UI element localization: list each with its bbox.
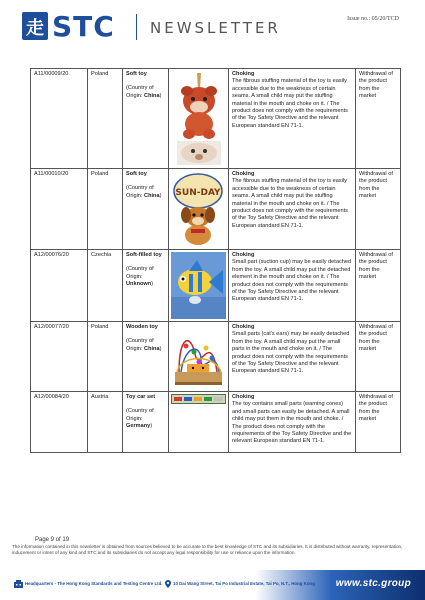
issue-number: Issue no.: 05/20/TCD xyxy=(347,16,399,22)
recall-product xyxy=(123,322,169,392)
product-name: Wooden toy xyxy=(126,324,158,330)
recall-product xyxy=(123,169,169,250)
headquarters-text: Headquarters - The Hong Kong Standards and Testing Centre Ltd. xyxy=(25,581,163,586)
recall-measure: Withdrawal of the product from the market xyxy=(356,69,401,169)
stc-brand-name: STC xyxy=(52,10,115,43)
recall-id: A12/00077/20 xyxy=(31,322,88,392)
origin-label: (Country of Origin: xyxy=(126,266,154,280)
recall-country: Czechia xyxy=(88,250,123,322)
address-text: 10 Dai Wang Street, Tai Po Industrial Estate, Tai Po, N.T., Hong Kong xyxy=(173,581,315,586)
product-origin: (Country of Origin: Unknown) xyxy=(126,266,154,288)
origin-country: China xyxy=(144,192,160,199)
plush-bear-hanging-image xyxy=(171,71,226,166)
product-name: Toy car set xyxy=(126,394,156,400)
product-image-cell xyxy=(169,322,229,392)
origin-country: Unknown xyxy=(126,281,152,288)
recall-measure: Withdrawal of the product from the market xyxy=(356,322,401,392)
product-image-cell xyxy=(169,69,229,169)
wooden-bead-maze-image xyxy=(171,324,226,389)
recall-risk xyxy=(229,250,356,322)
table-row xyxy=(31,250,401,322)
table-row xyxy=(31,169,401,250)
recall-country: Poland xyxy=(88,69,123,169)
risk-description: Small parts (cat's ears) may be easily detached from the toy. A small child may put the small parts in the mouth and choke on it. / The product does not comply with the requirements of the Toy Safety Directive and the relevant European standard EN 71-1. xyxy=(232,331,350,375)
table-row xyxy=(31,69,401,169)
product-image-cell xyxy=(169,250,229,322)
page-number: Page 9 of 19 xyxy=(35,537,70,543)
toy-car-set-box-image xyxy=(171,394,226,404)
website-link[interactable]: www.stc.group xyxy=(335,578,411,589)
recall-risk xyxy=(229,69,356,169)
product-image-cell xyxy=(169,169,229,250)
newsletter-title: NEWSLETTER xyxy=(150,19,281,37)
sign-text: SUN-DAY xyxy=(175,188,221,198)
product-image-cell xyxy=(169,392,229,453)
recall-id: A11/00009/20 xyxy=(31,69,88,169)
recall-country: Poland xyxy=(88,169,123,250)
footer-bar xyxy=(0,570,425,600)
recall-product xyxy=(123,392,169,453)
stc-logo xyxy=(22,10,132,43)
location-pin-icon xyxy=(165,580,171,588)
stc-logo-mark xyxy=(22,12,48,40)
recall-risk xyxy=(229,322,356,392)
origin-label: (Country of Origin: xyxy=(126,338,154,352)
risk-type: Choking xyxy=(232,171,255,177)
plush-dog-with-sign-image xyxy=(171,171,226,247)
stc-logo-glyph: 走 xyxy=(26,18,44,39)
table-row xyxy=(31,322,401,392)
recall-table xyxy=(30,68,401,453)
product-origin: (Country of Origin: Germany) xyxy=(126,408,154,430)
recall-product xyxy=(123,69,169,169)
recall-product xyxy=(123,250,169,322)
origin-country: China xyxy=(144,345,160,352)
header-divider xyxy=(136,14,137,40)
recall-measure: Withdrawal of the product from the market xyxy=(356,250,401,322)
risk-type: Choking xyxy=(232,71,255,77)
building-icon xyxy=(14,580,23,588)
risk-description: The fibrous stuffing material of the toy is easily accessible due to the weakness of certain seams. A small child may put the stuffing material in the mouth and choke on it. / The product does not comply with the requirements of the Toy Safety Directive and the relevant European standard EN 71-1. xyxy=(232,178,348,229)
recall-id: A12/00076/20 xyxy=(31,250,88,322)
risk-description: The toy contains small parts (warning cones) and small parts can easily be detached. A small child may put them in the mouth and choke. / The product does not comply with the requirements of the Toy Safety Directive and the relevant European standard EN 71-1. xyxy=(232,401,352,445)
origin-country: China xyxy=(144,92,160,99)
risk-type: Choking xyxy=(232,394,255,400)
risk-type: Choking xyxy=(232,324,255,330)
product-name: Soft toy xyxy=(126,171,147,177)
recall-measure: Withdrawal of the product from the market xyxy=(356,392,401,453)
product-origin: (Country of Origin: China) xyxy=(126,85,162,99)
recall-measure: Withdrawal of the product from the market xyxy=(356,169,401,250)
recall-risk xyxy=(229,169,356,250)
product-origin: (Country of Origin: China) xyxy=(126,185,162,199)
recall-id: A12/00084/20 xyxy=(31,392,88,453)
risk-description: Small part (suction cup) may be easily detached from the toy. A small child may put the detached element in the mouth and choke on it. / The product does not comply with the requirements of the Toy Safety Directive and the relevant European standard EN 71-1. xyxy=(232,259,352,303)
origin-label: (Country of Origin: xyxy=(126,85,154,99)
origin-label: (Country of Origin: xyxy=(126,408,154,422)
product-name: Soft toy xyxy=(126,71,147,77)
table-row xyxy=(31,392,401,453)
newsletter-header xyxy=(0,0,425,50)
plush-fish-image xyxy=(171,252,226,319)
product-name: Soft-filled toy xyxy=(126,252,162,258)
risk-description: The fibrous stuffing material of the toy is easily accessible due to the weakness of certain seams. A small child may put the stuffing material in the mouth and choke on it. / The product does not comply with the requirements of the Toy Safety Directive and the relevant European standard EN 71-1. xyxy=(232,78,348,129)
recall-country: Poland xyxy=(88,322,123,392)
origin-label: (Country of Origin: xyxy=(126,185,154,199)
product-origin: (Country of Origin: China) xyxy=(126,338,162,352)
disclaimer-text: The information contained in this newsletter is obtained from sources believed to be accurate to the best knowledge of STC and its subsidiaries. It is distributed without warranty, representation, inducement or intent of any kind and STC and its subsidiaries do not accept any legal responsibility for use or reliance upon the information. xyxy=(12,544,403,555)
recall-id: A11/00010/20 xyxy=(31,169,88,250)
risk-type: Choking xyxy=(232,252,255,258)
origin-country: Germany xyxy=(126,423,151,430)
recall-risk xyxy=(229,392,356,453)
recall-country: Austria xyxy=(88,392,123,453)
